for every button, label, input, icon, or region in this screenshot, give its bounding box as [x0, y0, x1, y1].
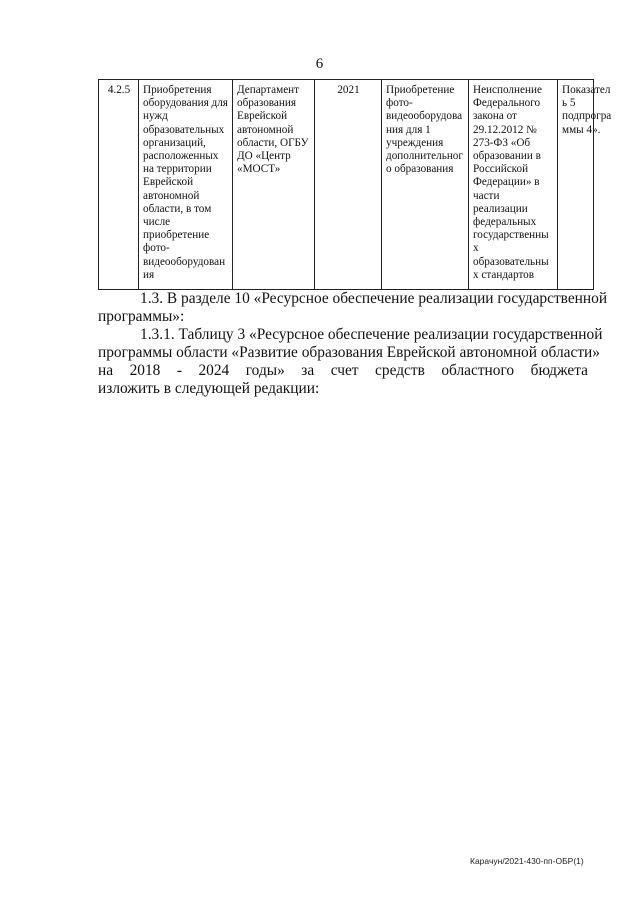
cell-line: ДО «Центр	[237, 150, 291, 163]
cell-line: Приобретения	[143, 84, 212, 96]
cell-line: нужд	[143, 110, 168, 123]
cell-line: Показател	[562, 84, 611, 96]
table-row	[99, 80, 594, 290]
cell-line: государственны	[473, 229, 549, 242]
cell-line: Еврейской	[143, 176, 194, 189]
cell-line: подпрогра	[562, 110, 612, 123]
cell-line: о образования	[386, 163, 454, 176]
cell-line: расположенных	[143, 150, 219, 163]
paragraph-line: программы области «Развитие образования Еврейской автономной области»	[98, 344, 600, 361]
cell-line: области, в том	[143, 202, 212, 215]
cell-line: Федерации» в	[473, 176, 540, 189]
cell-line: приобретение	[143, 229, 210, 242]
page-number: 6	[315, 56, 324, 72]
measure-number-cell: 4.2.5	[99, 80, 139, 290]
paragraph-1-3-1	[98, 326, 603, 398]
cell-line: части	[473, 189, 500, 202]
paragraph-1-3	[98, 290, 608, 326]
consequence-cell	[469, 80, 558, 290]
cell-line: реализации	[473, 202, 528, 215]
cell-line: фото-	[143, 242, 170, 255]
cell-line: Российской	[473, 163, 529, 176]
indicator-cell	[558, 80, 612, 290]
cell-line: ь 5	[562, 97, 576, 110]
document-footer-code: Карачун/2021-430-пп-ОБР(1)	[470, 856, 584, 866]
expected-result-cell	[382, 80, 469, 290]
program-measures-table	[98, 79, 612, 290]
cell-line: автономной	[143, 189, 200, 202]
cell-line: образования	[237, 97, 297, 110]
cell-line: 273-ФЗ «Об	[473, 136, 531, 149]
cell-line: закона от	[473, 110, 517, 123]
paragraph-line: на 2018 - 2024 годы» за счет средств областного бюджета	[98, 362, 588, 379]
cell-line: Федерального	[473, 97, 541, 110]
cell-line: видеооборудова	[386, 110, 463, 123]
cell-line: «МОСТ»	[237, 163, 281, 176]
cell-line: фото-	[386, 97, 413, 110]
cell-line: 29.12.2012 №	[473, 123, 537, 136]
cell-line: на территории	[143, 163, 212, 176]
cell-line: Еврейской	[237, 110, 288, 123]
cell-line: организаций,	[143, 136, 206, 149]
cell-line: ния для 1	[386, 123, 431, 136]
cell-line: х	[473, 242, 479, 255]
cell-line: автономной	[237, 123, 294, 136]
cell-line: числе	[143, 216, 171, 229]
measure-name-cell	[139, 80, 233, 290]
cell-line: Департамент	[237, 84, 300, 96]
cell-line: области, ОГБУ	[237, 136, 309, 149]
cell-line: образовании в	[473, 150, 541, 163]
cell-line: Приобретение	[386, 84, 455, 96]
cell-line: х стандартов	[473, 268, 535, 281]
paragraph-line: изложить в следующей редакции:	[98, 380, 320, 397]
executor-cell	[233, 80, 315, 290]
cell-line: образовательны	[473, 255, 549, 268]
year-cell: 2021	[315, 80, 382, 290]
cell-line: дополнительног	[386, 150, 463, 163]
cell-line: Неисполнение	[473, 84, 542, 96]
cell-line: оборудования для	[143, 97, 228, 110]
paragraph-line: 1.3.1. Таблицу 3 «Ресурсное обеспечение реализации государственной	[140, 326, 603, 343]
cell-line: ммы 4».	[562, 123, 601, 136]
cell-line: ия	[143, 268, 155, 281]
paragraph-line: программы»:	[98, 308, 185, 325]
cell-line: образовательных	[143, 123, 225, 136]
cell-line: видеооборудован	[143, 255, 226, 268]
cell-line: учреждения	[386, 136, 444, 149]
cell-line: федеральных	[473, 216, 537, 229]
paragraph-line: 1.3. В разделе 10 «Ресурсное обеспечение реализации государственной	[140, 290, 608, 307]
